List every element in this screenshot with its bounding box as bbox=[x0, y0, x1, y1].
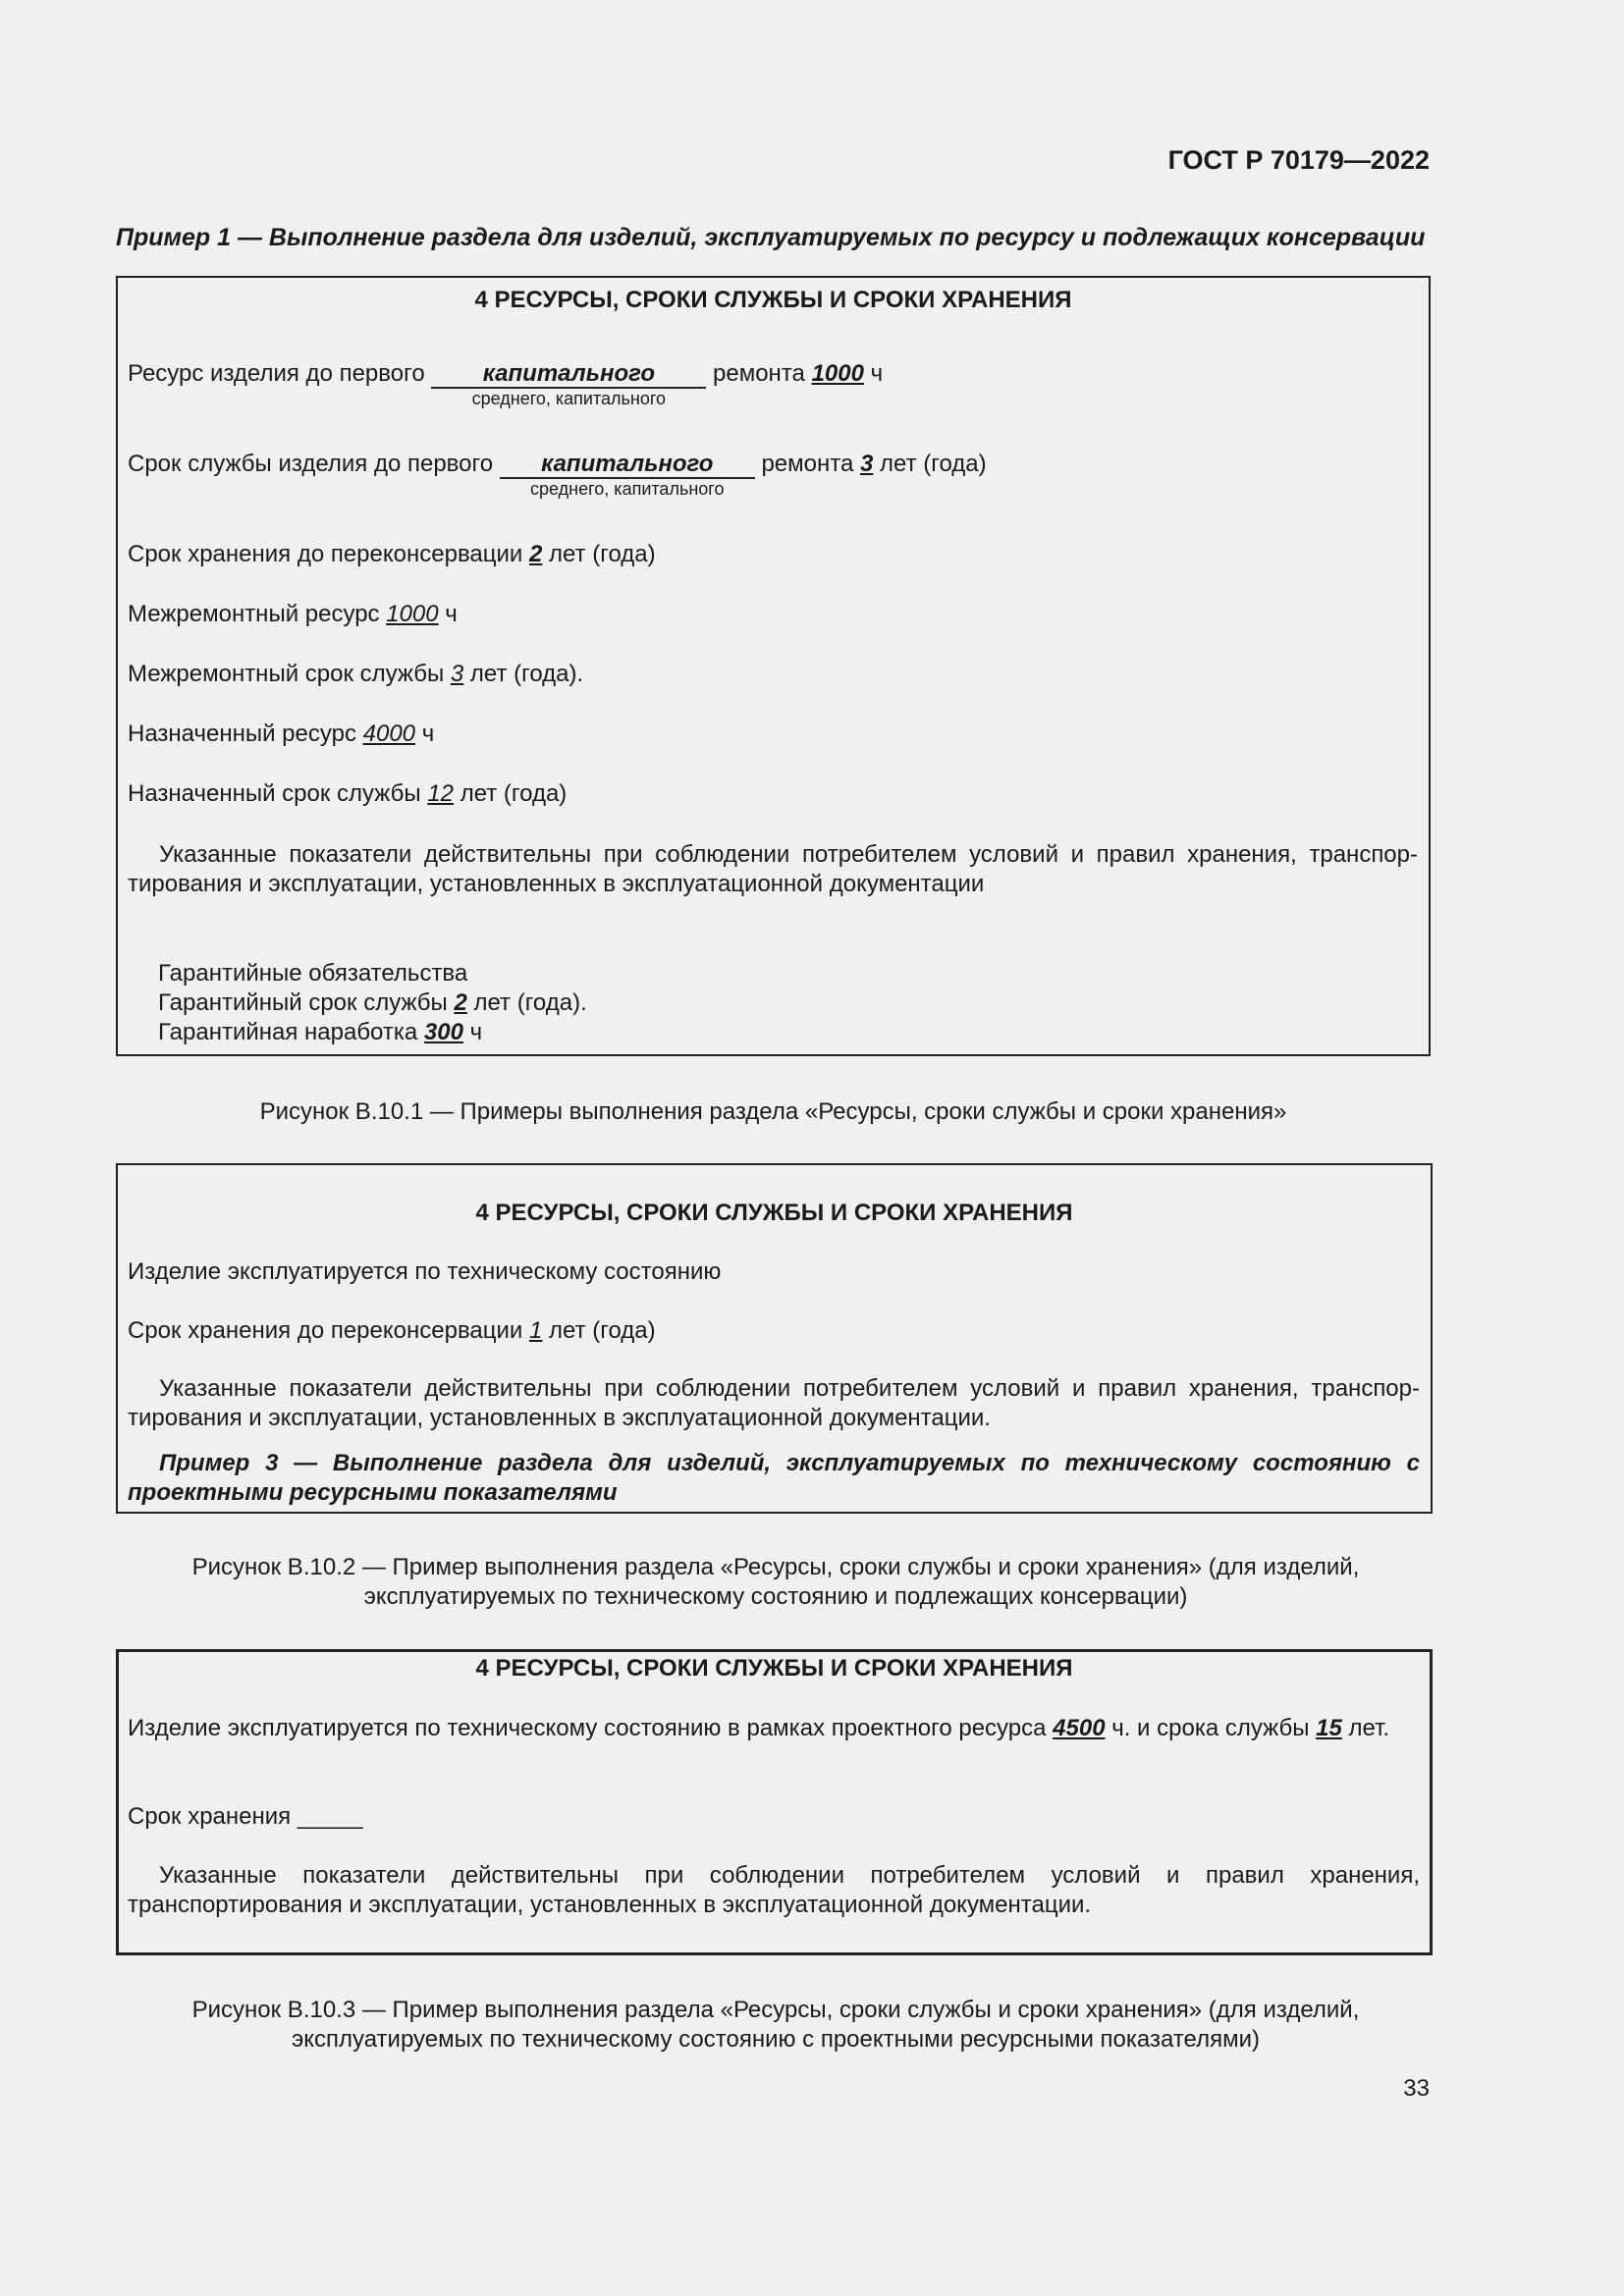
box3-line1-mid: ч. и срока службы bbox=[1111, 1715, 1310, 1741]
warranty-service-unit: лет (года). bbox=[473, 989, 587, 1016]
box3-note: Указанные показатели действительны при соблюдении потребителем условий и правил хранения, транспортирования и эксплуатации, установленных в эксплуатационной документации. bbox=[128, 1862, 1420, 1918]
service-blank bbox=[500, 451, 755, 499]
service-line bbox=[128, 450, 987, 499]
resource-line bbox=[128, 359, 884, 408]
interrepair-service-line bbox=[128, 660, 583, 689]
resource-unit: ч bbox=[870, 360, 884, 387]
assigned-service-unit: лет (года) bbox=[460, 780, 568, 807]
interrepair-resource-prefix: Межремонтный ресурс bbox=[128, 601, 380, 627]
service-prefix: Срок службы изделия до первого bbox=[128, 451, 494, 477]
assigned-resource-unit: ч bbox=[421, 721, 435, 747]
resource-mid: ремонта bbox=[713, 360, 805, 387]
standard-number: ГОСТ Р 70179—2022 bbox=[1167, 145, 1430, 175]
caption-1: Рисунок В.10.1 — Примеры выполнения раздела «Ресурсы, сроки службы и сроки хранения» bbox=[259, 1098, 1287, 1125]
assigned-service-prefix: Назначенный срок службы bbox=[128, 780, 421, 807]
warranty-service-line bbox=[158, 988, 587, 1018]
box3-line1-prefix: Изделие эксплуатируется по техническому состоянию в рамках проектного ресурса bbox=[128, 1715, 1047, 1741]
caption-2: Рисунок В.10.2 — Пример выполнения раздела «Ресурсы, сроки службы и сроки хранения» (для изделий, эксплуатируемых по техническому состоянию и подлежащих консервации) bbox=[191, 1554, 1360, 1610]
example3-heading: Пример 3 — Выполнение раздела для изделий, эксплуатируемых по техническому состоянию с проектными ресурсными показателями bbox=[128, 1450, 1420, 1506]
box3-title-wrap bbox=[116, 1655, 1433, 1682]
interrepair-service-prefix: Межремонтный срок службы bbox=[128, 661, 445, 687]
interrepair-resource-line bbox=[128, 600, 458, 629]
assigned-service-line bbox=[128, 779, 567, 809]
box3-line1-end: лет. bbox=[1348, 1715, 1390, 1741]
storage-line bbox=[128, 540, 656, 569]
box2-storage-prefix: Срок хранения до переконсервации bbox=[128, 1317, 523, 1344]
resource-value: 1000 bbox=[811, 360, 864, 387]
resource-prefix: Ресурс изделия до первого bbox=[128, 360, 425, 387]
interrepair-service-unit: лет (года). bbox=[469, 661, 584, 687]
box3-service-value: 15 bbox=[1316, 1715, 1342, 1741]
resource-hint: среднего, капитального bbox=[471, 389, 667, 408]
box2-title-wrap bbox=[116, 1200, 1433, 1227]
storage-unit: лет (года) bbox=[549, 541, 656, 567]
box2-line1: Изделие эксплуатируется по техническому состоянию bbox=[128, 1258, 722, 1285]
resource-blank-value: капитального bbox=[482, 360, 655, 387]
example1-heading: Пример 1 — Выполнение раздела для изделий, эксплуатируемых по ресурсу и подлежащих консервации bbox=[116, 224, 1426, 251]
box2-storage-line bbox=[128, 1316, 656, 1346]
warranty-hours-prefix: Гарантийная наработка bbox=[158, 1019, 418, 1045]
box3-resource-value: 4500 bbox=[1053, 1715, 1106, 1741]
warranty-hours-unit: ч bbox=[469, 1019, 483, 1045]
warranty-hours-value: 300 bbox=[423, 1019, 463, 1045]
service-value: 3 bbox=[859, 451, 874, 477]
service-unit: лет (года) bbox=[880, 451, 987, 477]
page-number: 33 bbox=[1403, 2075, 1430, 2102]
box2-storage-value: 1 bbox=[529, 1317, 543, 1344]
resource-blank bbox=[431, 360, 706, 408]
interrepair-resource-unit: ч bbox=[445, 601, 458, 627]
storage-value: 2 bbox=[529, 541, 543, 567]
interrepair-resource-value: 1000 bbox=[386, 601, 439, 627]
service-hint: среднего, капитального bbox=[530, 479, 725, 499]
warranty-service-prefix: Гарантийный срок службы bbox=[158, 989, 448, 1016]
box1-title-wrap bbox=[116, 287, 1431, 314]
box2-storage-unit: лет (года) bbox=[549, 1317, 656, 1344]
box3-storage-line: Срок хранения _____ bbox=[128, 1803, 363, 1830]
service-blank-value: капитального bbox=[541, 451, 714, 477]
box3-line1 bbox=[128, 1714, 1420, 1743]
assigned-resource-prefix: Назначенный ресурс bbox=[128, 721, 356, 747]
box2-note: Указанные показатели действительны при соблюдении потребителем условий и правил хранения, транспор-тирования и эксплуатации, установленных в эксплуатационной документации. bbox=[128, 1375, 1420, 1431]
storage-prefix: Срок хранения до переконсервации bbox=[128, 541, 523, 567]
assigned-resource-line bbox=[128, 720, 434, 749]
box1-note: Указанные показатели действительны при соблюдении потребителем условий и правил хранения, транспор-тирования и эксплуатации, установленных в эксплуатационной документации bbox=[128, 841, 1418, 897]
box2-title: 4 РЕСУРСЫ, СРОКИ СЛУЖБЫ И СРОКИ ХРАНЕНИЯ bbox=[475, 1200, 1073, 1226]
assigned-resource-value: 4000 bbox=[362, 721, 416, 747]
service-mid: ремонта bbox=[761, 451, 854, 477]
warranty-hours-line bbox=[158, 1018, 482, 1047]
box3-title: 4 РЕСУРСЫ, СРОКИ СЛУЖБЫ И СРОКИ ХРАНЕНИЯ bbox=[475, 1655, 1073, 1682]
interrepair-service-value: 3 bbox=[450, 661, 464, 687]
caption-3: Рисунок В.10.3 — Пример выполнения раздела «Ресурсы, сроки службы и сроки хранения» (для изделий, эксплуатируемых по техническому состоянию с проектными ресурсными показателями) bbox=[191, 1997, 1360, 2053]
warranty-title: Гарантийные обязательства bbox=[158, 960, 468, 987]
warranty-service-value: 2 bbox=[454, 989, 467, 1016]
assigned-service-value: 12 bbox=[427, 780, 455, 807]
box1-title: 4 РЕСУРСЫ, СРОКИ СЛУЖБЫ И СРОКИ ХРАНЕНИЯ bbox=[474, 287, 1072, 313]
